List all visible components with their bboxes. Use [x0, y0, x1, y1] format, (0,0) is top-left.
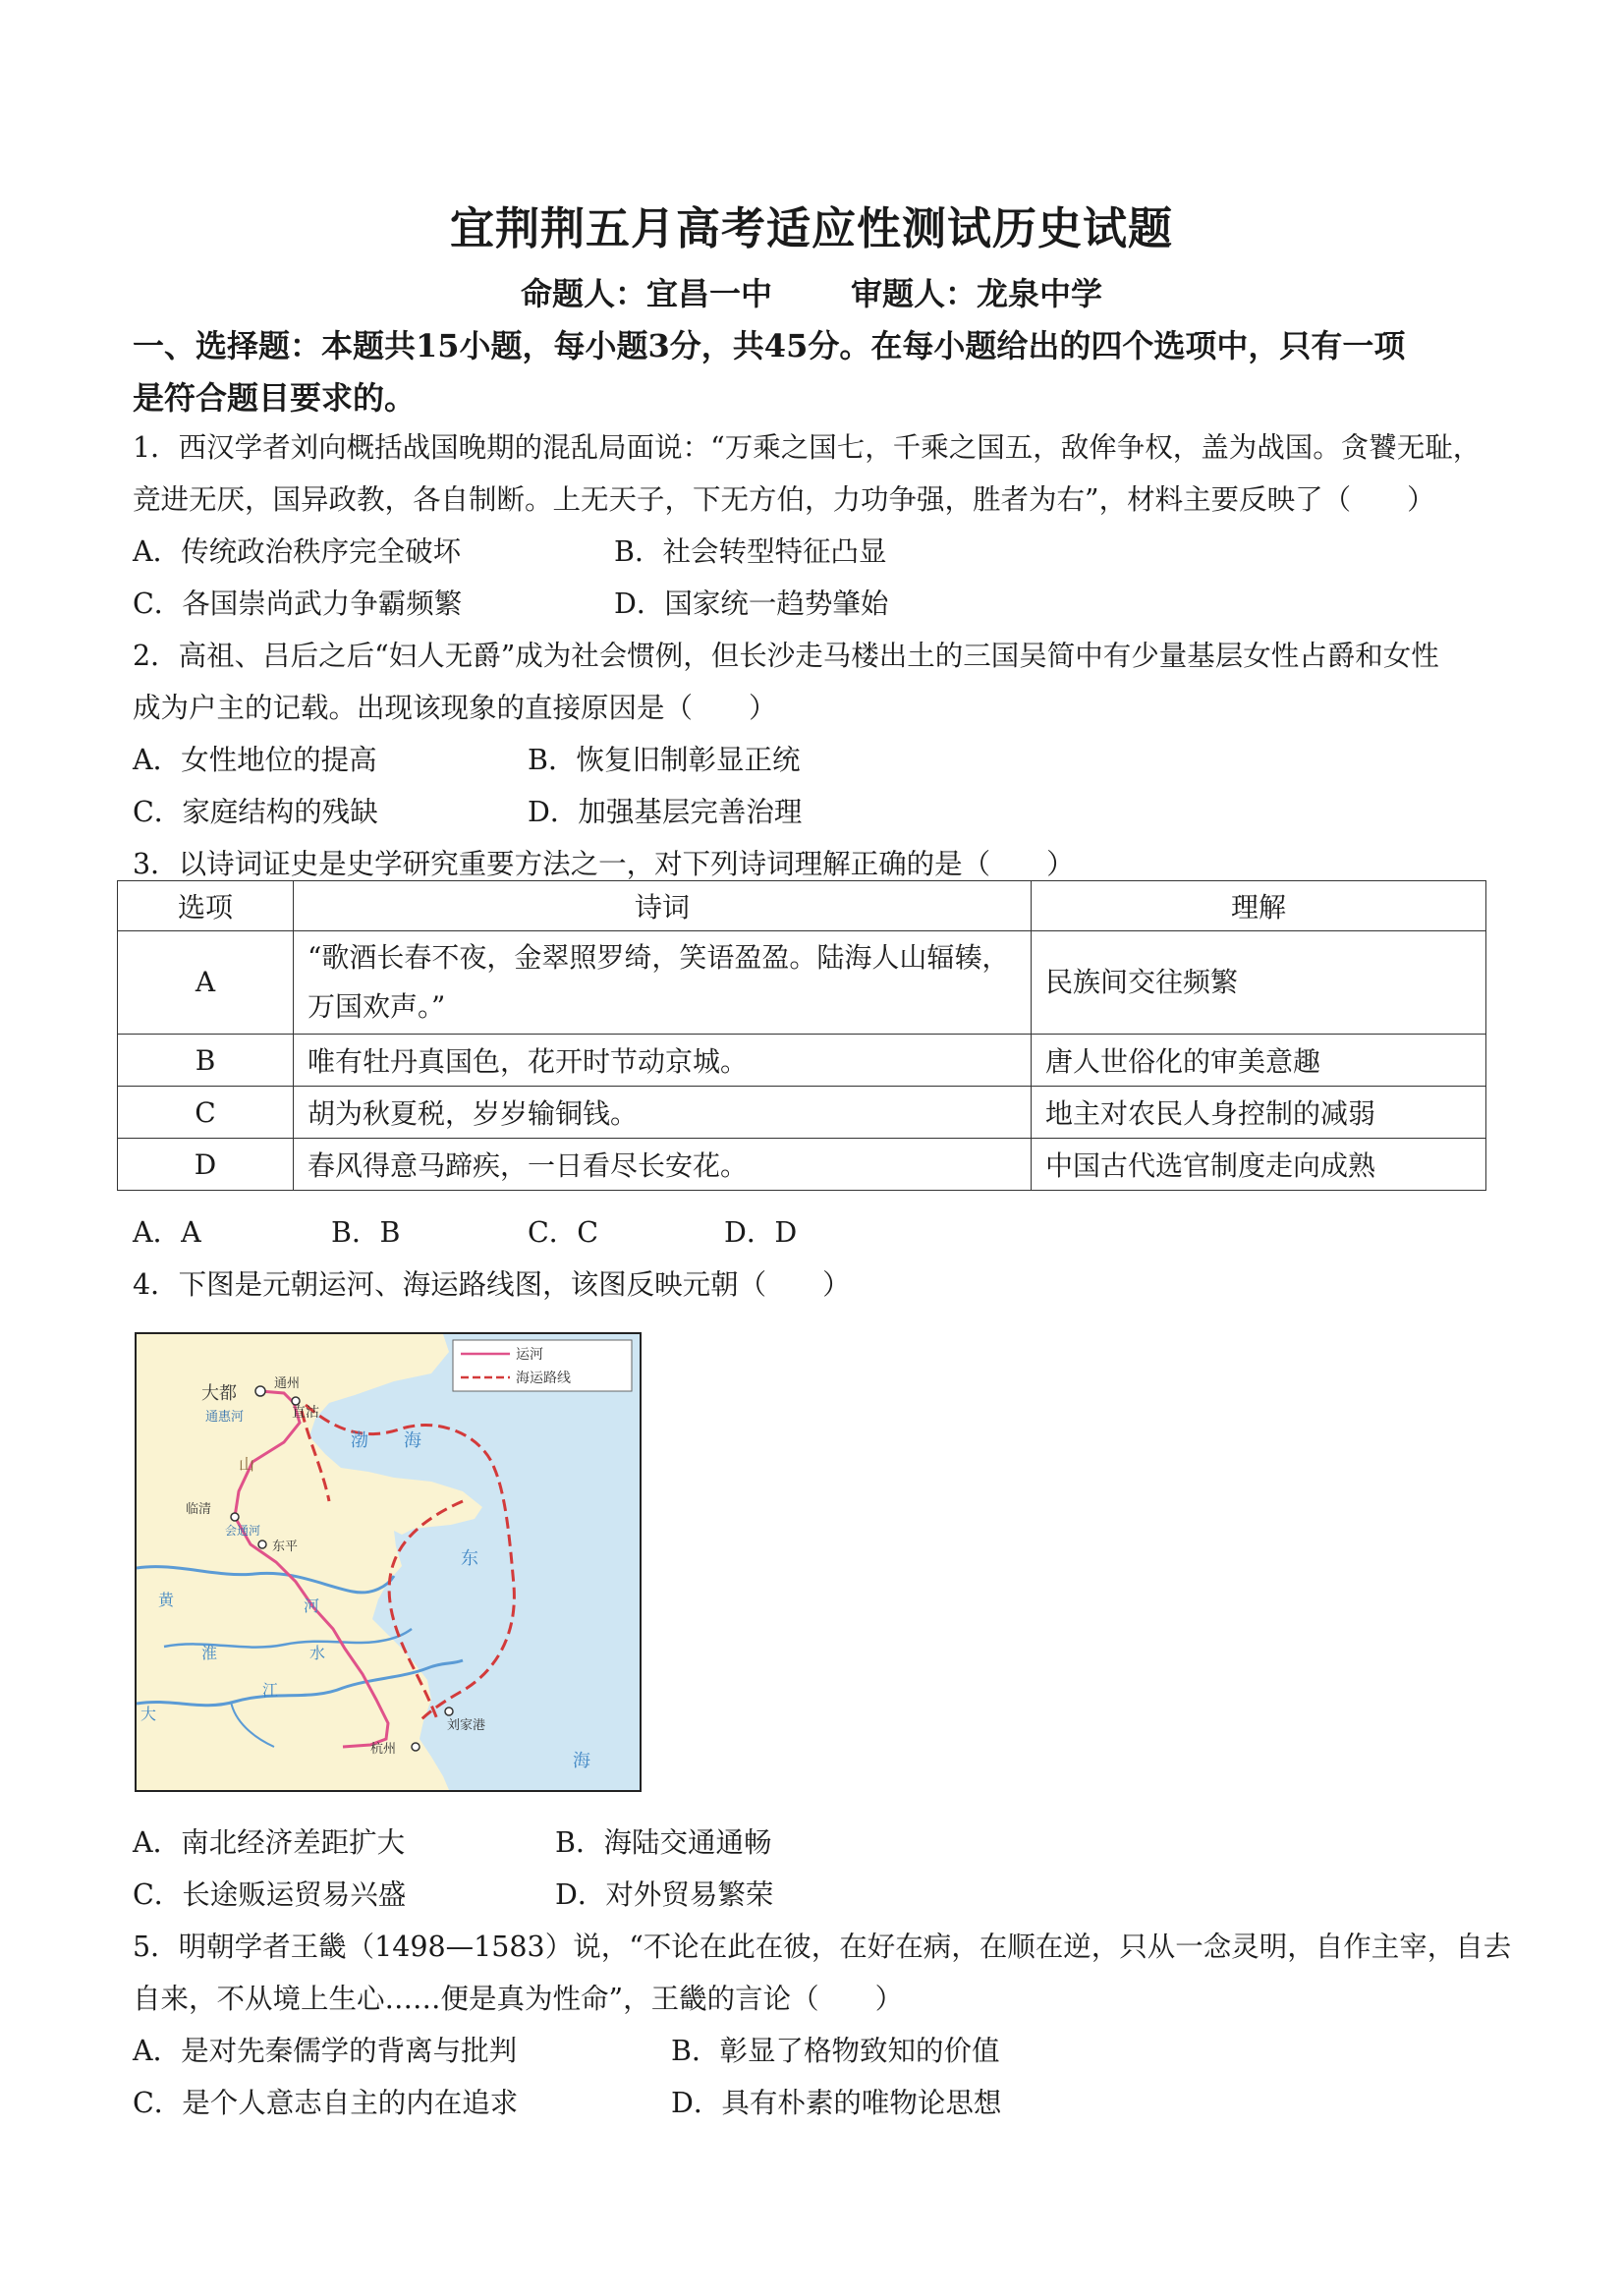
q3-header-poem: 诗词 [294, 881, 1032, 931]
q3-row-a-meaning: 民族间交往频繁 [1032, 931, 1486, 1035]
table-row [118, 931, 1486, 1035]
q3-option-a: A．A [133, 1216, 201, 1249]
q1-option-c: C．各国崇尚武力争霸频繁 [133, 588, 463, 620]
q3-row-b-poem: 唯有牡丹真国色，花开时节动京城。 [294, 1035, 1032, 1087]
q3-option-c: C．C [528, 1216, 599, 1249]
q2-stem-line1: 2．高祖、吕后之后“妇人无爵”成为社会惯例，但长沙走马楼出土的三国吴简中有少量基层女性占爵和女性 [133, 640, 1439, 672]
q3-row-a-poem-line1: “歌酒长春不夜，金翠照罗绮，笑语盈盈。陆海人山辐辏， [308, 941, 1010, 974]
author-label: 命题人：宜昌一中 [520, 275, 772, 312]
q3-row-c-option: C [118, 1087, 294, 1139]
huitonghe-label: 会通河 [225, 1524, 261, 1538]
q3-row-c-meaning: 地主对农民人身控制的减弱 [1032, 1087, 1486, 1139]
dajiang-da-label: 大 [140, 1705, 157, 1723]
huaishui-huai-label: 淮 [201, 1644, 218, 1662]
q3-row-d-poem: 春风得意马蹄疾，一日看尽长安花。 [294, 1139, 1032, 1191]
donghai-hai-label: 海 [573, 1751, 590, 1771]
q3-row-a-poem-line2: 万国欢声。” [308, 990, 446, 1023]
q4-option-d: D．对外贸易繁荣 [555, 1878, 774, 1911]
q1-option-a: A．传统政治秩序完全破坏 [133, 535, 462, 568]
page-title: 宜荆荆五月高考适应性测试历史试题 [449, 202, 1173, 254]
q3-row-b-meaning: 唐人世俗化的审美意趣 [1032, 1035, 1486, 1087]
dongping-marker [258, 1540, 266, 1548]
legend-canal-label: 运河 [516, 1347, 543, 1363]
q3-row-c-poem: 胡为秋夏税，岁岁输铜钱。 [294, 1087, 1032, 1139]
q2-option-c: C．家庭结构的残缺 [133, 796, 378, 828]
shandong-shan-label: 山 [239, 1455, 255, 1474]
linqing-marker [231, 1513, 239, 1521]
q5-option-c: C．是个人意志自主的内在追求 [133, 2087, 519, 2119]
q2-stem-line2: 成为户主的记载。出现该现象的直接原因是（ ） [133, 692, 777, 724]
yuan-canal-map [135, 1332, 642, 1792]
donghai-dong-label: 东 [461, 1548, 478, 1569]
q3-table [117, 880, 1486, 1191]
section-heading-line2: 是符合题目要求的。 [133, 379, 417, 417]
q5-option-d: D．具有朴素的唯物论思想 [671, 2087, 1002, 2119]
q3-header-meaning: 理解 [1032, 881, 1486, 931]
q1-option-b: B．社会转型特征凸显 [614, 535, 887, 568]
q3-row-d-meaning: 中国古代选官制度走向成熟 [1032, 1139, 1486, 1191]
q3-row-a-option: A [118, 931, 294, 1035]
dadu-label: 大都 [201, 1383, 237, 1404]
legend-sea-route-label: 海运路线 [516, 1371, 571, 1386]
q3-stem: 3．以诗词证史是史学研究重要方法之一，对下列诗词理解正确的是（ ） [133, 848, 1075, 880]
hangzhou-label: 杭州 [370, 1742, 397, 1757]
q5-stem-line1: 5．明朝学者王畿（1498—1583）说，“不论在此在彼，在好在病，在顺在逆，只从一念灵明，自作主宰，自去 [133, 1931, 1512, 1963]
tongzhou-label: 通州 [274, 1376, 301, 1391]
table-row [118, 1087, 1486, 1139]
q3-option-d: D．D [724, 1216, 798, 1249]
liujiagang-marker [445, 1708, 453, 1715]
liujiagang-label: 刘家港 [447, 1718, 486, 1733]
huaishui-shui-label: 水 [309, 1644, 326, 1662]
q2-option-d: D．加强基层完善治理 [528, 796, 803, 828]
q3-row-d-option: D [118, 1139, 294, 1191]
zhigu-marker [292, 1397, 300, 1405]
q2-option-a: A．女性地位的提高 [133, 744, 377, 776]
q1-stem-line2: 竞进无厌，国异政教，各自制断。上无天子，下无方伯，力功争强，胜者为右”，材料主要反映了（ ） [133, 483, 1435, 516]
q5-option-a: A．是对先秦儒学的背离与批判 [133, 2035, 518, 2067]
section-heading-line1: 一、选择题：本题共15小题，每小题3分，共45分。在每小题给出的四个选项中，只有一项 [133, 327, 1406, 364]
dongping-label: 东平 [272, 1540, 299, 1554]
linqing-label: 临清 [186, 1502, 212, 1517]
q3-header-option: 选项 [118, 881, 294, 931]
q3-row-a-poem [294, 931, 1032, 1035]
q3-option-b: B．B [331, 1216, 401, 1249]
q5-stem-line2: 自来，不从境上生心……便是真为性命”，王畿的言论（ ） [133, 1983, 904, 2015]
q4-stem: 4．下图是元朝运河、海运路线图，该图反映元朝（ ） [133, 1268, 851, 1301]
q1-stem-line1: 1．西汉学者刘向概括战国晚期的混乱局面说：“万乘之国七，千乘之国五，敌侔争权，盖为战国。贪饕无耻， [133, 431, 1482, 464]
q1-option-d: D．国家统一趋势肇始 [614, 588, 889, 620]
q2-option-b: B．恢复旧制彰显正统 [528, 744, 801, 776]
table-row [118, 1139, 1486, 1191]
q3-row-b-option: B [118, 1035, 294, 1087]
q4-option-a: A．南北经济差距扩大 [133, 1826, 406, 1859]
zhigu-label: 直沽 [292, 1405, 319, 1421]
dajiang-jiang-label: 江 [262, 1681, 279, 1700]
q3-table-header-row [118, 881, 1486, 931]
q4-option-b: B．海陆交通通畅 [555, 1826, 772, 1859]
q4-option-c: C．长途贩运贸易兴盛 [133, 1878, 407, 1911]
author-line [0, 269, 1623, 314]
bohai-hai-label: 海 [404, 1430, 421, 1451]
hangzhou-marker [412, 1743, 420, 1751]
tonghuihe-label: 通惠河 [205, 1410, 245, 1425]
reviewer-label: 审题人：龙泉中学 [851, 275, 1103, 312]
table-row [118, 1035, 1486, 1087]
huanghe-huang-label: 黄 [158, 1591, 175, 1609]
bohai-bo-label: 渤 [351, 1430, 368, 1451]
q5-option-b: B．彰显了格物致知的价值 [671, 2035, 1000, 2067]
huanghe-he-label: 河 [304, 1596, 320, 1615]
dadu-marker [255, 1386, 265, 1396]
